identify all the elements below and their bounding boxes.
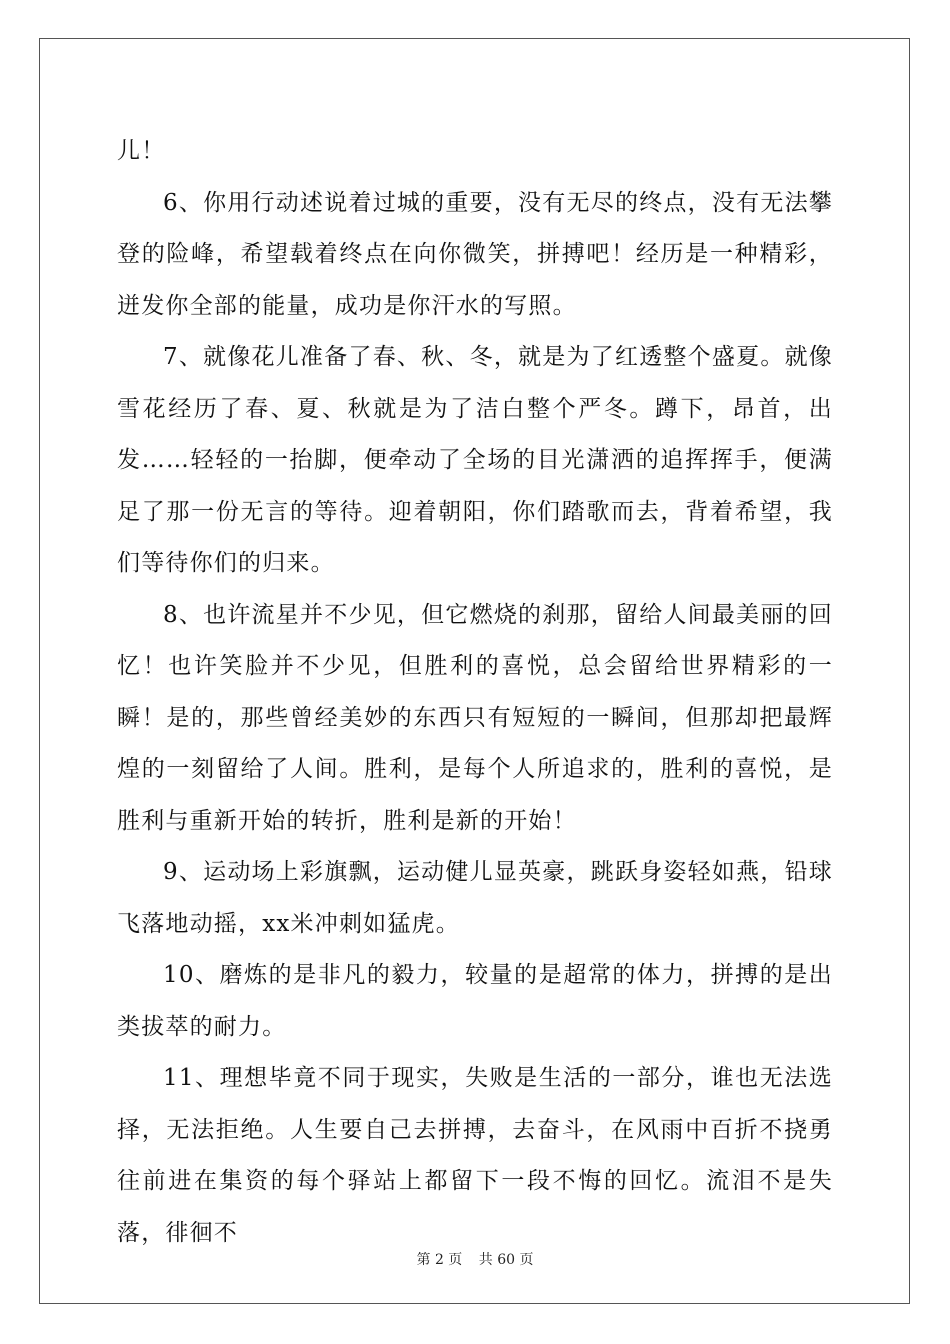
paragraph-5: 9、运动场上彩旗飘，运动健儿显英豪，跳跃身姿轻如燕，铅球飞落地动摇，xx米冲刺如猛虎。: [117, 859, 833, 937]
paragraph-3: 7、就像花儿准备了春、秋、冬，就是为了红透整个盛夏。就像雪花经历了春、夏、秋就是为了洁白整个严冬。蹲下，昂首，出发……轻轻的一抬脚，便牵动了全场的目光潇洒的追挥挥手，便满足了那一份无言的等待。迎着朝阳，你们踏歌而去，背着希望，我们等待你们的归来。: [117, 344, 833, 576]
paragraph-4: 8、也许流星并不少见，但它燃烧的刹那，留给人间最美丽的回忆！也许笑脸并不少见，但胜利的喜悦，总会留给世界精彩的一瞬！是的，那些曾经美妙的东西只有短短的一瞬间，但那却把最辉煌的一刻留给了人间。胜利，是每个人所追求的，胜利的喜悦，是胜利与重新开始的转折，胜利是新的开始！: [117, 601, 833, 834]
paragraph-1: 儿！: [117, 138, 166, 164]
paragraph-7: 11、理想毕竟不同于现实，失败是生活的一部分，谁也无法选择，无法拒绝。人生要自己去拼搏，去奋斗，在风雨中百折不挠勇往前进在集资的每个驿站上都留下一段不悔的回忆。流泪不是失落，徘徊不: [117, 1065, 833, 1246]
page-footer: [0, 1249, 950, 1269]
paragraph-6: 10、磨炼的是非凡的毅力，较量的是超常的体力，拼搏的是出类拔萃的耐力。: [117, 962, 833, 1040]
paragraph-2: 6、你用行动述说着过城的重要，没有无尽的终点，没有无法攀登的险峰，希望载着终点在向你微笑，拼搏吧！经历是一种精彩，迸发你全部的能量，成功是你汗水的写照。: [117, 189, 833, 319]
document-body: [117, 126, 833, 1259]
page-total: 共 60 页: [478, 1252, 534, 1268]
page-number: 第 2 页: [416, 1252, 463, 1268]
